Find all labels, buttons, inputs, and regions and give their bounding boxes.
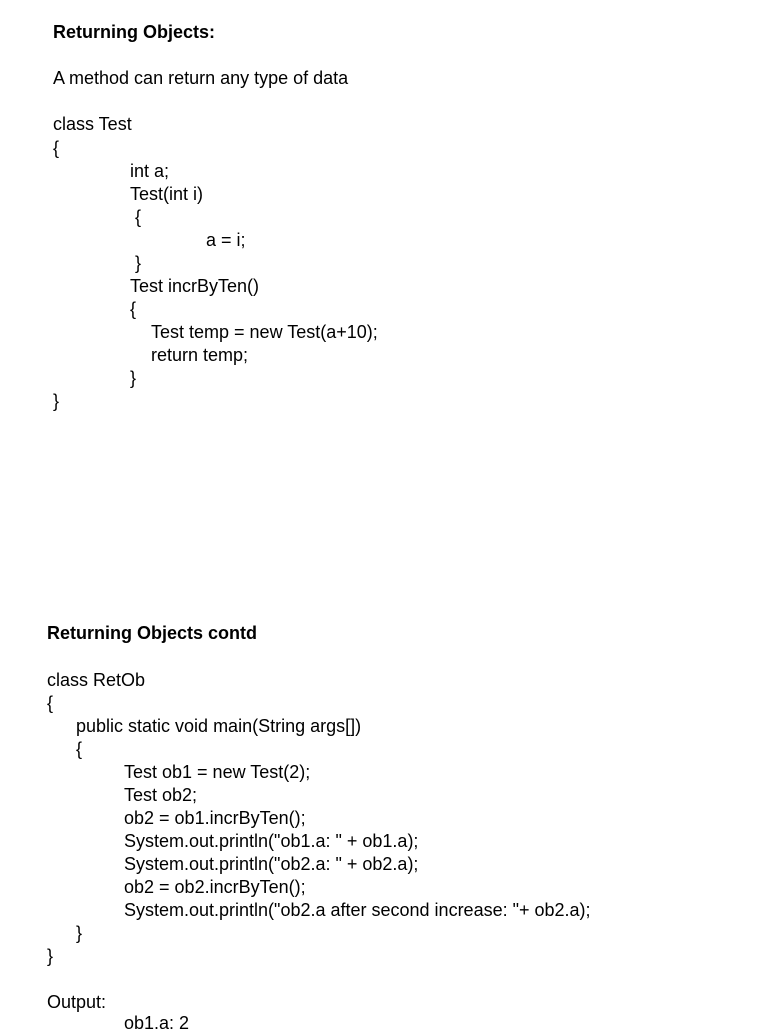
code-line: System.out.println("ob1.a: " + ob1.a); — [124, 831, 419, 851]
output-label: Output: — [47, 992, 107, 1012]
code-line: { — [76, 739, 83, 759]
code-line: return temp; — [151, 345, 249, 365]
code-line: } — [53, 391, 60, 411]
code-line: class RetOb — [47, 670, 146, 690]
code-line: ob2 = ob1.incrByTen(); — [124, 808, 306, 828]
code-line: Test ob2; — [124, 785, 198, 805]
code-line: Test incrByTen() — [130, 276, 260, 296]
code-line: } — [135, 253, 142, 273]
section-heading: Returning Objects contd — [47, 623, 258, 643]
code-line: { — [47, 693, 54, 713]
code-line: } — [47, 946, 54, 966]
code-line: public static void main(String args[]) — [76, 716, 362, 736]
code-line: Test(int i) — [130, 184, 204, 204]
code-line: ob2 = ob2.incrByTen(); — [124, 877, 306, 897]
code-line: { — [130, 299, 137, 319]
code-line: int a; — [130, 161, 170, 181]
code-line: { — [53, 138, 60, 158]
code-line: { — [135, 207, 142, 227]
output-line: ob1.a: 2 — [124, 1013, 190, 1033]
code-line: System.out.println("ob2.a: " + ob2.a); — [124, 854, 419, 874]
code-line: Test temp = new Test(a+10); — [151, 322, 378, 342]
code-line: } — [130, 368, 137, 388]
code-line: a = i; — [206, 230, 246, 250]
intro-text: A method can return any type of data — [53, 68, 349, 88]
section-heading: Returning Objects: — [53, 22, 216, 42]
code-line: class Test — [53, 114, 132, 134]
code-line: } — [76, 923, 83, 943]
code-line: Test ob1 = new Test(2); — [124, 762, 311, 782]
code-line: System.out.println("ob2.a after second increase: "+ ob2.a); — [124, 900, 591, 920]
